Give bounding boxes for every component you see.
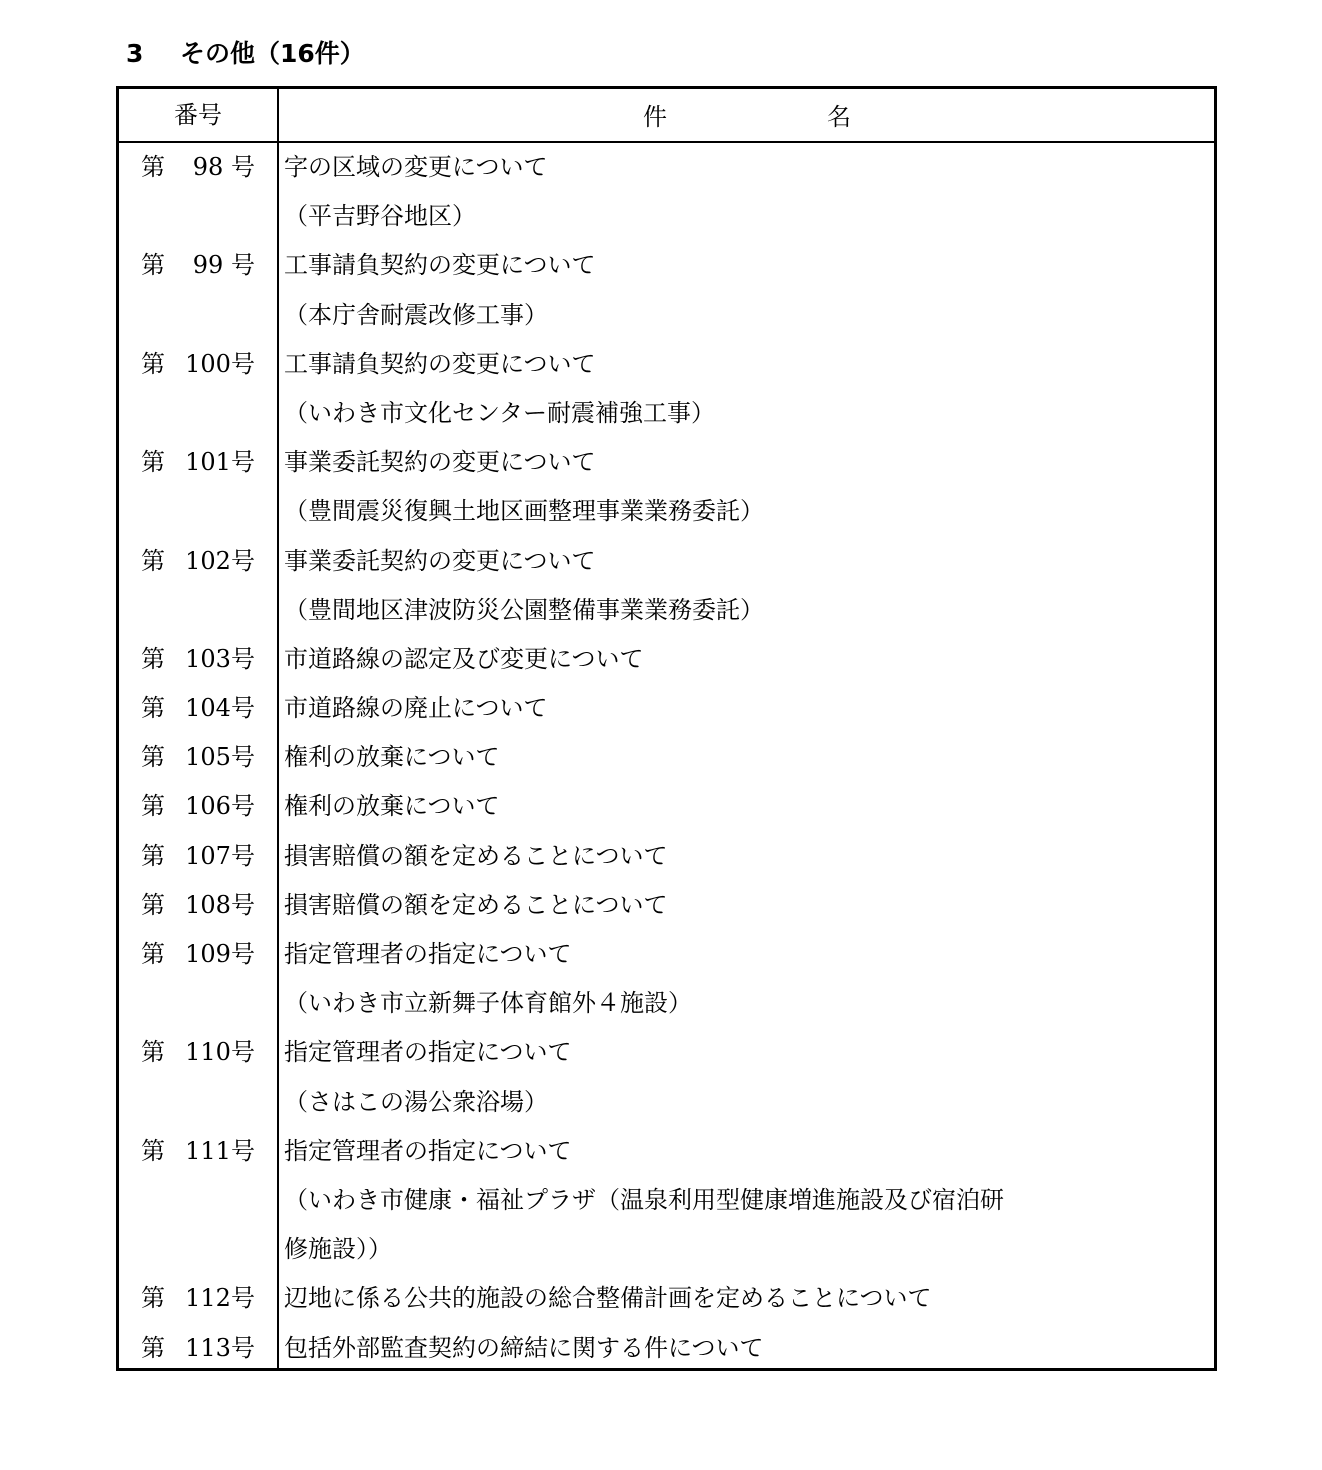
- table-row-continuation: [119, 586, 1214, 635]
- bill-subtitle: （豊間震災復興土地区画整理事業業務委託）: [284, 497, 764, 526]
- bill-number-value: 109: [185, 940, 231, 968]
- bill-number: [119, 241, 277, 290]
- table-row: [119, 684, 1214, 733]
- bill-number-value: 113: [185, 1333, 231, 1362]
- table-row: [119, 537, 1214, 586]
- bill-number-suffix: 号: [231, 153, 255, 181]
- bill-number-prefix: 第: [141, 1038, 165, 1067]
- bill-number-prefix: 第: [141, 940, 165, 968]
- section-heading: [126, 34, 365, 74]
- bill-number-suffix: 号: [231, 792, 255, 821]
- bill-number: [119, 733, 277, 782]
- table-row: [119, 1127, 1214, 1176]
- bill-number-value: 107: [185, 841, 231, 870]
- bill-title: 市道路線の認定及び変更について: [284, 644, 644, 673]
- bill-number-suffix: 号: [231, 940, 255, 968]
- bill-number-prefix: 第: [141, 792, 165, 821]
- bill-number-prefix: 第: [141, 251, 165, 280]
- bill-number-prefix: 第: [141, 1136, 165, 1165]
- bill-title: 事業委託契約の変更について: [284, 546, 596, 575]
- bill-number: [119, 930, 277, 979]
- bill-number-suffix: 号: [231, 448, 255, 477]
- table-row: [119, 1274, 1214, 1323]
- bill-title: 損害賠償の額を定めることについて: [284, 841, 668, 870]
- table-row: [119, 930, 1214, 979]
- bill-title: 権利の放棄について: [284, 792, 500, 821]
- bill-number: [119, 1274, 277, 1323]
- bill-number-prefix: 第: [141, 890, 165, 919]
- bill-number-value: 101: [185, 448, 231, 477]
- table-row-continuation: [119, 487, 1214, 536]
- bill-subtitle: 修施設））: [284, 1235, 392, 1264]
- bill-title: 工事請負契約の変更について: [284, 251, 596, 280]
- bill-number-value: 106: [185, 792, 231, 821]
- bill-number-prefix: 第: [141, 448, 165, 477]
- bill-number-value: 105: [185, 743, 231, 772]
- bill-subtitle: （いわき市立新舞子体育館外４施設）: [284, 989, 692, 1018]
- bill-number-value: 100: [185, 349, 231, 378]
- bill-subtitle: （さはこの湯公衆浴場）: [284, 1087, 548, 1116]
- bill-number: [119, 1028, 277, 1077]
- bill-number-suffix: 号: [231, 890, 255, 919]
- table-row: [119, 241, 1214, 290]
- table-row-continuation: [119, 1078, 1214, 1127]
- table-row-continuation: [119, 291, 1214, 340]
- table-row-continuation: [119, 979, 1214, 1028]
- bill-number: [119, 143, 277, 192]
- bill-number-prefix: 第: [141, 743, 165, 772]
- bill-title: 工事請負契約の変更について: [284, 349, 596, 378]
- bill-subtitle: （いわき市文化センター耐震補強工事）: [284, 398, 716, 427]
- bill-number: [119, 1127, 277, 1176]
- bill-title: 辺地に係る公共的施設の総合整備計画を定めることについて: [284, 1284, 932, 1313]
- bill-number-suffix: 号: [231, 546, 255, 575]
- bill-number-suffix: 号: [231, 1136, 255, 1165]
- bill-title: 包括外部監査契約の締結に関する件について: [284, 1333, 764, 1362]
- table-row: [119, 635, 1214, 684]
- bill-number: [119, 635, 277, 684]
- bill-number: [119, 782, 277, 831]
- table-row: [119, 1028, 1214, 1077]
- bill-number-prefix: 第: [141, 644, 165, 673]
- table-row: [119, 438, 1214, 487]
- bill-number-prefix: 第: [141, 153, 165, 181]
- bill-title: 指定管理者の指定について: [284, 1136, 572, 1165]
- table-row: [119, 733, 1214, 782]
- bill-number-value: 111: [185, 1136, 231, 1165]
- bill-number-value: 103: [185, 644, 231, 673]
- bill-number-value: 104: [185, 694, 231, 723]
- bill-number-value: 99: [192, 251, 224, 280]
- bill-title: 指定管理者の指定について: [284, 1038, 572, 1067]
- bill-number: [119, 537, 277, 586]
- table-row-continuation: [119, 1225, 1214, 1274]
- bill-number: [119, 684, 277, 733]
- header-title-char-1: 件: [643, 103, 667, 131]
- bill-number: [119, 881, 277, 930]
- bill-number-value: 102: [185, 546, 231, 575]
- bill-number: [119, 438, 277, 487]
- table-row: [119, 782, 1214, 831]
- bill-number-suffix: 号: [231, 743, 255, 772]
- table-body: [119, 143, 1214, 1373]
- bill-subtitle: （豊間地区津波防災公園整備事業業務委託）: [284, 595, 764, 624]
- bill-number-value: 108: [185, 890, 231, 919]
- header-number: 番号: [174, 101, 222, 129]
- bill-number-suffix: 号: [231, 644, 255, 673]
- bill-title: 損害賠償の額を定めることについて: [284, 890, 668, 919]
- table-row: [119, 881, 1214, 930]
- bill-number-suffix: 号: [231, 841, 255, 870]
- table-row: [119, 832, 1214, 881]
- bill-list-table: [116, 86, 1217, 1371]
- bill-number-suffix: 号: [231, 251, 255, 280]
- header-title-char-2: 名: [827, 103, 851, 131]
- bill-number: [119, 1324, 277, 1373]
- table-row-continuation: [119, 192, 1214, 241]
- bill-title: 権利の放棄について: [284, 743, 500, 772]
- bill-title: 指定管理者の指定について: [284, 940, 572, 968]
- bill-title: 事業委託契約の変更について: [284, 448, 596, 477]
- section-number: 3: [126, 39, 144, 68]
- table-row-continuation: [119, 1176, 1214, 1225]
- bill-number-suffix: 号: [231, 349, 255, 378]
- bill-number: [119, 340, 277, 389]
- bill-number-prefix: 第: [141, 546, 165, 575]
- bill-title: 字の区域の変更について: [284, 153, 548, 181]
- table-row: [119, 143, 1214, 192]
- bill-number-suffix: 号: [231, 1284, 255, 1313]
- bill-number-value: 110: [185, 1038, 231, 1067]
- header-title: [279, 89, 1214, 141]
- bill-number-suffix: 号: [231, 694, 255, 723]
- bill-number-suffix: 号: [231, 1333, 255, 1362]
- bill-subtitle: （本庁舎耐震改修工事）: [284, 300, 548, 329]
- bill-number-suffix: 号: [231, 1038, 255, 1067]
- table-row: [119, 340, 1214, 389]
- section-title-text: その他（16件）: [180, 39, 365, 68]
- bill-number-prefix: 第: [141, 349, 165, 378]
- bill-number-prefix: 第: [141, 694, 165, 723]
- bill-subtitle: （いわき市健康・福祉プラザ（温泉利用型健康増進施設及び宿泊研: [284, 1185, 1004, 1214]
- bill-subtitle: （平吉野谷地区）: [284, 202, 476, 231]
- table-row: [119, 1324, 1214, 1373]
- bill-number-prefix: 第: [141, 1333, 165, 1362]
- table-row-continuation: [119, 389, 1214, 438]
- bill-number-value: 112: [185, 1284, 231, 1313]
- bill-number-value: 98: [192, 153, 224, 181]
- bill-number: [119, 832, 277, 881]
- bill-title: 市道路線の廃止について: [284, 694, 548, 723]
- bill-number-prefix: 第: [141, 841, 165, 870]
- bill-number-prefix: 第: [141, 1284, 165, 1313]
